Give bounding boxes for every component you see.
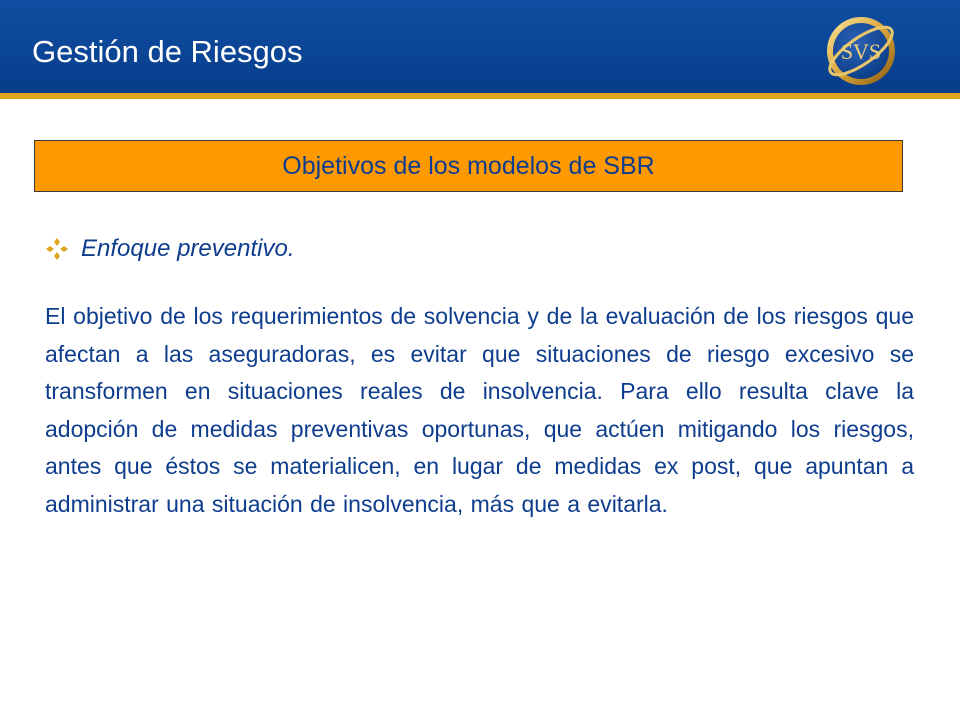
header-accent-stripe [0, 93, 960, 99]
page-title: Gestión de Riesgos [32, 34, 303, 69]
body-paragraph: El objetivo de los requerimientos de solvencia y de la evaluación de los riesgos que afectan a las aseguradoras, es evitar que situaciones de riesgo excesivo se transformen en situaciones reales de insolvencia. Para ello resulta clave la adopción de medidas preventivas oportunas, que actúen mitigando los riesgos, antes que éstos se materialicen, en lugar de medidas ex post, que apuntan a administrar una situación de insolvencia, más que a evitarla. [45, 303, 914, 517]
bullet-item [45, 232, 294, 266]
svs-logo-icon [822, 12, 900, 90]
logo-text: SVS [840, 39, 882, 64]
section-title: Objetivos de los modelos de SBR [282, 151, 655, 180]
bullet-text: Enfoque preventivo. [81, 235, 295, 262]
section-header-box [34, 140, 903, 192]
four-diamond-bullet-icon [45, 237, 69, 261]
